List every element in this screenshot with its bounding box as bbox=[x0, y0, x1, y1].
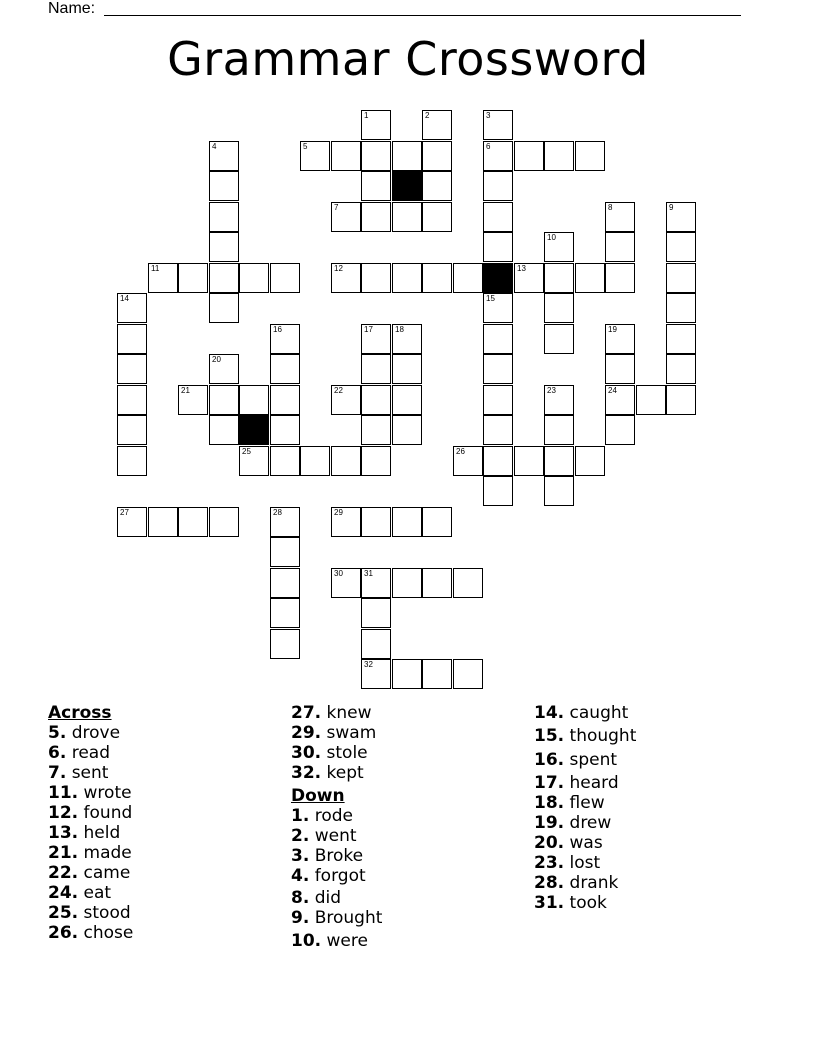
grid-cell[interactable] bbox=[605, 415, 635, 445]
cell-number: 4 bbox=[212, 142, 217, 151]
grid-cell[interactable] bbox=[361, 598, 391, 628]
clue-item bbox=[291, 743, 382, 763]
grid-cell[interactable] bbox=[117, 415, 147, 445]
clues-column-1 bbox=[48, 703, 133, 943]
grid-cell[interactable] bbox=[209, 232, 239, 262]
grid-cell[interactable] bbox=[148, 263, 178, 293]
across-clue-list-continued bbox=[291, 703, 382, 783]
grid-cell[interactable] bbox=[483, 415, 513, 445]
grid-cell[interactable] bbox=[331, 507, 361, 537]
grid-cell[interactable] bbox=[422, 568, 452, 598]
grid-cell[interactable] bbox=[544, 476, 574, 506]
clue-item bbox=[534, 793, 636, 813]
grid-cell[interactable] bbox=[117, 293, 147, 323]
clue-item bbox=[48, 903, 133, 923]
cell-number: 7 bbox=[334, 203, 339, 212]
clue-item bbox=[48, 723, 133, 743]
clue-text: was bbox=[564, 833, 603, 853]
grid-cell[interactable] bbox=[422, 263, 452, 293]
clue-number: 5. bbox=[48, 723, 67, 743]
cell-number: 23 bbox=[547, 386, 556, 395]
cell-number: 20 bbox=[212, 355, 221, 364]
clue-number: 27. bbox=[291, 703, 322, 723]
grid-cell[interactable] bbox=[483, 476, 513, 506]
grid-cell[interactable] bbox=[300, 446, 330, 476]
grid-cell[interactable] bbox=[270, 385, 300, 415]
black-square bbox=[483, 263, 513, 293]
cell-number: 25 bbox=[242, 447, 251, 456]
cell-number: 11 bbox=[151, 264, 160, 273]
cell-number: 16 bbox=[273, 325, 282, 334]
clues-column-2 bbox=[291, 703, 382, 951]
grid-cell[interactable] bbox=[605, 324, 635, 354]
grid-cell[interactable] bbox=[361, 415, 391, 445]
clue-number: 25. bbox=[48, 903, 79, 923]
clue-item bbox=[48, 883, 133, 903]
clue-text: swam bbox=[321, 723, 377, 743]
grid-cell[interactable] bbox=[361, 629, 391, 659]
grid-cell[interactable] bbox=[361, 507, 391, 537]
clue-number: 26. bbox=[48, 923, 79, 943]
cell-number: 30 bbox=[334, 569, 343, 578]
grid-cell[interactable] bbox=[575, 263, 605, 293]
grid-cell[interactable] bbox=[392, 385, 422, 415]
clue-text: forgot bbox=[309, 866, 366, 886]
grid-cell[interactable] bbox=[666, 324, 696, 354]
grid-cell[interactable] bbox=[483, 232, 513, 262]
clue-number: 7. bbox=[48, 763, 67, 783]
across-clue-list bbox=[48, 723, 133, 943]
grid-cell[interactable] bbox=[544, 263, 574, 293]
clue-item bbox=[48, 803, 133, 823]
clue-number: 31. bbox=[534, 893, 565, 913]
grid-cell[interactable] bbox=[331, 385, 361, 415]
grid-cell[interactable] bbox=[575, 446, 605, 476]
clue-text: stole bbox=[321, 743, 368, 763]
grid-cell[interactable] bbox=[117, 446, 147, 476]
clue-text: drank bbox=[564, 873, 619, 893]
grid-cell[interactable] bbox=[270, 598, 300, 628]
grid-cell[interactable] bbox=[148, 507, 178, 537]
grid-cell[interactable] bbox=[361, 202, 391, 232]
cell-number: 2 bbox=[425, 111, 430, 120]
grid-cell[interactable] bbox=[422, 141, 452, 171]
clue-item bbox=[48, 763, 133, 783]
clue-number: 15. bbox=[534, 726, 565, 746]
grid-cell[interactable] bbox=[514, 263, 544, 293]
grid-cell[interactable] bbox=[270, 324, 300, 354]
clue-text: took bbox=[564, 893, 607, 913]
grid-cell[interactable] bbox=[636, 385, 666, 415]
grid-cell[interactable] bbox=[483, 324, 513, 354]
grid-cell[interactable] bbox=[117, 354, 147, 384]
down-heading: Down bbox=[291, 786, 345, 806]
black-square bbox=[239, 415, 269, 445]
grid-cell[interactable] bbox=[331, 141, 361, 171]
grid-cell[interactable] bbox=[422, 110, 452, 140]
clue-text: did bbox=[309, 888, 342, 908]
grid-cell[interactable] bbox=[209, 415, 239, 445]
grid-cell[interactable] bbox=[605, 385, 635, 415]
clue-item bbox=[534, 703, 636, 723]
clue-text: thought bbox=[564, 726, 637, 746]
clue-number: 11. bbox=[48, 783, 79, 803]
clue-text: drove bbox=[66, 723, 121, 743]
grid-cell[interactable] bbox=[392, 354, 422, 384]
grid-cell[interactable] bbox=[209, 171, 239, 201]
clue-item bbox=[291, 846, 382, 866]
clue-number: 30. bbox=[291, 743, 322, 763]
clue-item bbox=[291, 826, 382, 846]
clue-text: drew bbox=[564, 813, 612, 833]
clue-item bbox=[48, 843, 133, 863]
grid-cell[interactable] bbox=[392, 141, 422, 171]
clue-item bbox=[291, 806, 382, 826]
grid-cell[interactable] bbox=[209, 354, 239, 384]
clue-text: stood bbox=[78, 903, 131, 923]
grid-cell[interactable] bbox=[544, 324, 574, 354]
grid-cell[interactable] bbox=[331, 202, 361, 232]
clue-text: sent bbox=[66, 763, 109, 783]
clue-number: 23. bbox=[534, 853, 565, 873]
clue-text: kept bbox=[321, 763, 364, 783]
clue-number: 21. bbox=[48, 843, 79, 863]
grid-cell[interactable] bbox=[239, 263, 269, 293]
grid-cell[interactable] bbox=[483, 385, 513, 415]
clue-item bbox=[291, 763, 382, 783]
grid-cell[interactable] bbox=[483, 293, 513, 323]
grid-cell[interactable] bbox=[117, 507, 147, 537]
clue-text: came bbox=[78, 863, 131, 883]
clue-number: 18. bbox=[534, 793, 565, 813]
grid-cell[interactable] bbox=[270, 446, 300, 476]
clue-number: 2. bbox=[291, 826, 310, 846]
grid-cell[interactable] bbox=[483, 202, 513, 232]
clue-item bbox=[48, 783, 133, 803]
page-title: Grammar Crossword bbox=[167, 32, 649, 86]
grid-cell[interactable] bbox=[361, 354, 391, 384]
cell-number: 32 bbox=[364, 660, 373, 669]
clue-text: caught bbox=[564, 703, 629, 723]
grid-cell[interactable] bbox=[361, 141, 391, 171]
clue-number: 4. bbox=[291, 866, 310, 886]
grid-cell[interactable] bbox=[117, 324, 147, 354]
clue-item bbox=[534, 833, 636, 853]
grid-cell[interactable] bbox=[117, 385, 147, 415]
clue-text: spent bbox=[564, 750, 618, 770]
cell-number: 26 bbox=[456, 447, 465, 456]
cell-number: 9 bbox=[669, 203, 674, 212]
clue-number: 28. bbox=[534, 873, 565, 893]
grid-cell[interactable] bbox=[270, 354, 300, 384]
grid-cell[interactable] bbox=[178, 507, 208, 537]
grid-cell[interactable] bbox=[544, 385, 574, 415]
clue-number: 3. bbox=[291, 846, 310, 866]
cell-number: 6 bbox=[486, 142, 491, 151]
clue-number: 32. bbox=[291, 763, 322, 783]
grid-cell[interactable] bbox=[361, 324, 391, 354]
grid-cell[interactable] bbox=[209, 385, 239, 415]
grid-cell[interactable] bbox=[270, 629, 300, 659]
down-clue-list-continued bbox=[534, 703, 636, 913]
clue-text: read bbox=[66, 743, 110, 763]
clue-number: 19. bbox=[534, 813, 565, 833]
clue-item bbox=[534, 813, 636, 833]
clue-text: made bbox=[78, 843, 132, 863]
clue-item bbox=[534, 853, 636, 873]
clue-number: 13. bbox=[48, 823, 79, 843]
grid-cell[interactable] bbox=[361, 568, 391, 598]
black-square bbox=[392, 171, 422, 201]
clue-text: chose bbox=[78, 923, 134, 943]
clue-text: lost bbox=[564, 853, 601, 873]
clue-item bbox=[291, 866, 382, 886]
clue-item bbox=[48, 743, 133, 763]
grid-cell[interactable] bbox=[544, 415, 574, 445]
grid-cell[interactable] bbox=[270, 537, 300, 567]
grid-cell[interactable] bbox=[178, 263, 208, 293]
grid-cell[interactable] bbox=[392, 507, 422, 537]
cell-number: 19 bbox=[608, 325, 617, 334]
grid-cell[interactable] bbox=[453, 659, 483, 689]
clue-number: 24. bbox=[48, 883, 79, 903]
grid-cell[interactable] bbox=[575, 141, 605, 171]
clue-text: flew bbox=[564, 793, 605, 813]
cell-number: 3 bbox=[486, 111, 491, 120]
cell-number: 15 bbox=[486, 294, 495, 303]
grid-cell[interactable] bbox=[544, 446, 574, 476]
grid-cell[interactable] bbox=[270, 507, 300, 537]
grid-cell[interactable] bbox=[605, 232, 635, 262]
grid-cell[interactable] bbox=[483, 110, 513, 140]
grid-cell[interactable] bbox=[239, 385, 269, 415]
across-heading: Across bbox=[48, 703, 112, 723]
cell-number: 1 bbox=[364, 111, 369, 120]
cell-number: 24 bbox=[608, 386, 617, 395]
cell-number: 12 bbox=[334, 264, 343, 273]
clue-text: Broke bbox=[309, 846, 364, 866]
grid-cell[interactable] bbox=[422, 171, 452, 201]
clue-item bbox=[48, 863, 133, 883]
clue-text: rode bbox=[309, 806, 353, 826]
clue-item bbox=[534, 773, 636, 793]
grid-cell[interactable] bbox=[422, 659, 452, 689]
clue-number: 9. bbox=[291, 908, 310, 928]
grid-cell[interactable] bbox=[361, 171, 391, 201]
clue-text: heard bbox=[564, 773, 619, 793]
cell-number: 14 bbox=[120, 294, 129, 303]
clue-text: eat bbox=[78, 883, 112, 903]
grid-cell[interactable] bbox=[361, 263, 391, 293]
clue-item bbox=[291, 723, 382, 743]
grid-cell[interactable] bbox=[392, 415, 422, 445]
grid-cell[interactable] bbox=[392, 659, 422, 689]
grid-cell[interactable] bbox=[666, 202, 696, 232]
grid-cell[interactable] bbox=[544, 141, 574, 171]
cell-number: 28 bbox=[273, 508, 282, 517]
cell-number: 27 bbox=[120, 508, 129, 517]
grid-cell[interactable] bbox=[605, 202, 635, 232]
grid-cell[interactable] bbox=[422, 507, 452, 537]
cell-number: 8 bbox=[608, 203, 613, 212]
grid-cell[interactable] bbox=[270, 263, 300, 293]
clue-text: went bbox=[309, 826, 357, 846]
clue-item bbox=[291, 931, 382, 951]
grid-cell[interactable] bbox=[666, 385, 696, 415]
grid-cell[interactable] bbox=[331, 446, 361, 476]
grid-cell[interactable] bbox=[331, 568, 361, 598]
clue-number: 1. bbox=[291, 806, 310, 826]
grid-cell[interactable] bbox=[453, 263, 483, 293]
cell-number: 29 bbox=[334, 508, 343, 517]
clue-number: 12. bbox=[48, 803, 79, 823]
cell-number: 31 bbox=[364, 569, 373, 578]
clue-text: Brought bbox=[309, 908, 383, 928]
grid-cell[interactable] bbox=[209, 202, 239, 232]
down-clue-list bbox=[291, 806, 382, 951]
clue-item bbox=[534, 893, 636, 913]
cell-number: 21 bbox=[181, 386, 190, 395]
clue-number: 14. bbox=[534, 703, 565, 723]
grid-cell[interactable] bbox=[331, 263, 361, 293]
grid-cell[interactable] bbox=[422, 202, 452, 232]
grid-cell[interactable] bbox=[270, 415, 300, 445]
grid-cell[interactable] bbox=[392, 263, 422, 293]
grid-cell[interactable] bbox=[392, 202, 422, 232]
grid-cell[interactable] bbox=[361, 385, 391, 415]
grid-cell[interactable] bbox=[239, 446, 269, 476]
grid-cell[interactable] bbox=[300, 141, 330, 171]
cell-number: 5 bbox=[303, 142, 308, 151]
grid-cell[interactable] bbox=[483, 446, 513, 476]
cell-number: 22 bbox=[334, 386, 343, 395]
grid-cell[interactable] bbox=[270, 568, 300, 598]
grid-cell[interactable] bbox=[209, 293, 239, 323]
grid-cell[interactable] bbox=[514, 446, 544, 476]
clue-item bbox=[48, 823, 133, 843]
grid-cell[interactable] bbox=[483, 171, 513, 201]
grid-cell[interactable] bbox=[605, 354, 635, 384]
clue-number: 8. bbox=[291, 888, 310, 908]
clue-number: 22. bbox=[48, 863, 79, 883]
grid-cell[interactable] bbox=[544, 232, 574, 262]
grid-cell[interactable] bbox=[178, 385, 208, 415]
clue-item bbox=[291, 888, 382, 908]
grid-cell[interactable] bbox=[392, 568, 422, 598]
grid-cell[interactable] bbox=[483, 354, 513, 384]
grid-cell[interactable] bbox=[666, 232, 696, 262]
grid-cell[interactable] bbox=[666, 354, 696, 384]
grid-cell[interactable] bbox=[361, 446, 391, 476]
cell-number: 13 bbox=[517, 264, 526, 273]
clue-text: held bbox=[78, 823, 121, 843]
clue-number: 17. bbox=[534, 773, 565, 793]
clue-number: 6. bbox=[48, 743, 67, 763]
grid-cell[interactable] bbox=[209, 141, 239, 171]
clue-number: 16. bbox=[534, 750, 565, 770]
grid-cell[interactable] bbox=[666, 263, 696, 293]
cell-number: 10 bbox=[547, 233, 556, 242]
cell-number: 18 bbox=[395, 325, 404, 334]
clue-item bbox=[291, 908, 382, 928]
clue-text: were bbox=[321, 931, 368, 951]
grid-cell[interactable] bbox=[666, 293, 696, 323]
clue-number: 10. bbox=[291, 931, 322, 951]
cell-number: 17 bbox=[364, 325, 373, 334]
clue-number: 29. bbox=[291, 723, 322, 743]
clue-number: 20. bbox=[534, 833, 565, 853]
clue-text: wrote bbox=[78, 783, 132, 803]
clue-item bbox=[534, 726, 636, 746]
clue-item bbox=[534, 873, 636, 893]
grid-cell[interactable] bbox=[483, 141, 513, 171]
grid-cell[interactable] bbox=[361, 659, 391, 689]
grid-cell[interactable] bbox=[209, 507, 239, 537]
grid-cell[interactable] bbox=[453, 568, 483, 598]
grid-cell[interactable] bbox=[392, 324, 422, 354]
grid-cell[interactable] bbox=[514, 141, 544, 171]
clue-item bbox=[291, 703, 382, 723]
grid-cell[interactable] bbox=[605, 263, 635, 293]
grid-cell[interactable] bbox=[544, 293, 574, 323]
clues-column-3 bbox=[534, 703, 636, 913]
grid-cell[interactable] bbox=[209, 263, 239, 293]
grid-cell[interactable] bbox=[453, 446, 483, 476]
clue-text: found bbox=[78, 803, 133, 823]
clue-item bbox=[534, 750, 636, 770]
name-label-text: Name: bbox=[48, 0, 96, 17]
grid-cell[interactable] bbox=[361, 110, 391, 140]
clue-item bbox=[48, 923, 133, 943]
clue-text: knew bbox=[321, 703, 372, 723]
